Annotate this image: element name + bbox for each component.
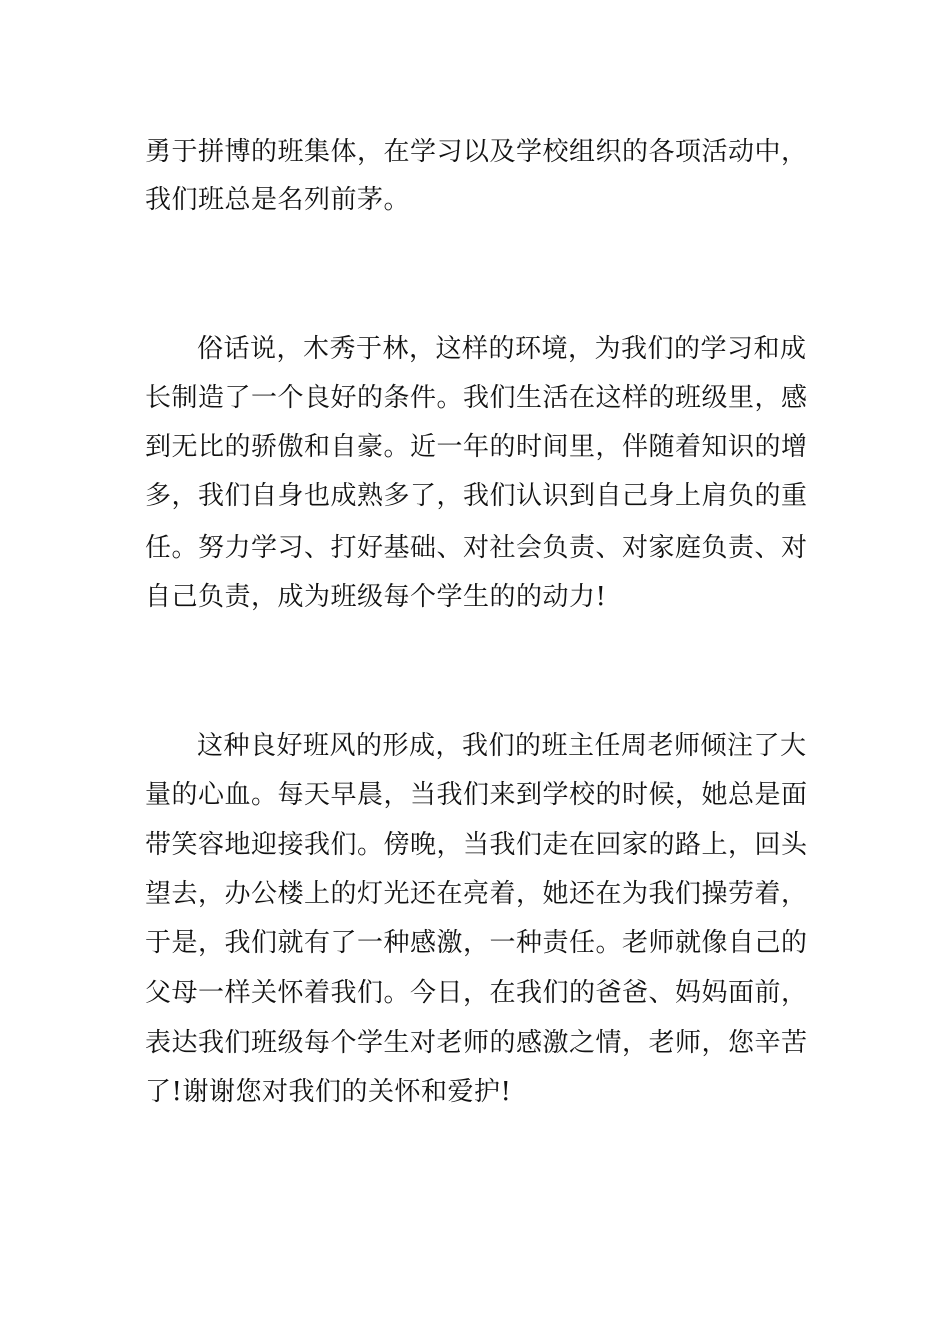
paragraph-3-line-5: 于是，我们就有了一种感激，一种责任。老师就像自己的 — [145, 928, 808, 958]
paragraph-3-line-4: 望去，办公楼上的灯光还在亮着，她还在为我们操劳着， — [145, 879, 808, 909]
paragraph-2-line-2: 长制造了一个良好的条件。我们生活在这样的班级里，感 — [145, 383, 808, 413]
paragraph-3-line-2: 量的心血。每天早晨，当我们来到学校的时候，她总是面 — [145, 780, 808, 810]
paragraph-2-line-4: 多，我们自身也成熟多了，我们认识到自己身上肩负的重 — [145, 481, 808, 511]
paragraph-3-line-7: 表达我们班级每个学生对老师的感激之情，老师，您辛苦 — [145, 1028, 808, 1058]
paragraph-2-line-1: 俗话说，木秀于林，这样的环境，为我们的学习和成 — [197, 334, 807, 364]
paragraph-3-line-6: 父母一样关怀着我们。今日，在我们的爸爸、妈妈面前， — [145, 978, 808, 1008]
paragraph-3-line-1: 这种良好班风的形成，我们的班主任周老师倾注了大 — [197, 731, 807, 761]
paragraph-3-line-8: 了!谢谢您对我们的关怀和爱护! — [145, 1077, 512, 1107]
paragraph-1-line-1: 勇于拼博的班集体，在学习以及学校组织的各项活动中， — [145, 137, 808, 167]
paragraph-2-line-6: 自己负责，成为班级每个学生的的动力! — [145, 582, 607, 612]
paragraph-1-line-2: 我们班总是名列前茅。 — [145, 185, 411, 215]
paragraph-2-line-5: 任。努力学习、打好基础、对社会负责、对家庭负责、对 — [145, 533, 808, 563]
paragraph-2-line-3: 到无比的骄傲和自豪。近一年的时间里，伴随着知识的增 — [145, 432, 808, 462]
paragraph-3-line-3: 带笑容地迎接我们。傍晚，当我们走在回家的路上，回头 — [145, 830, 808, 860]
